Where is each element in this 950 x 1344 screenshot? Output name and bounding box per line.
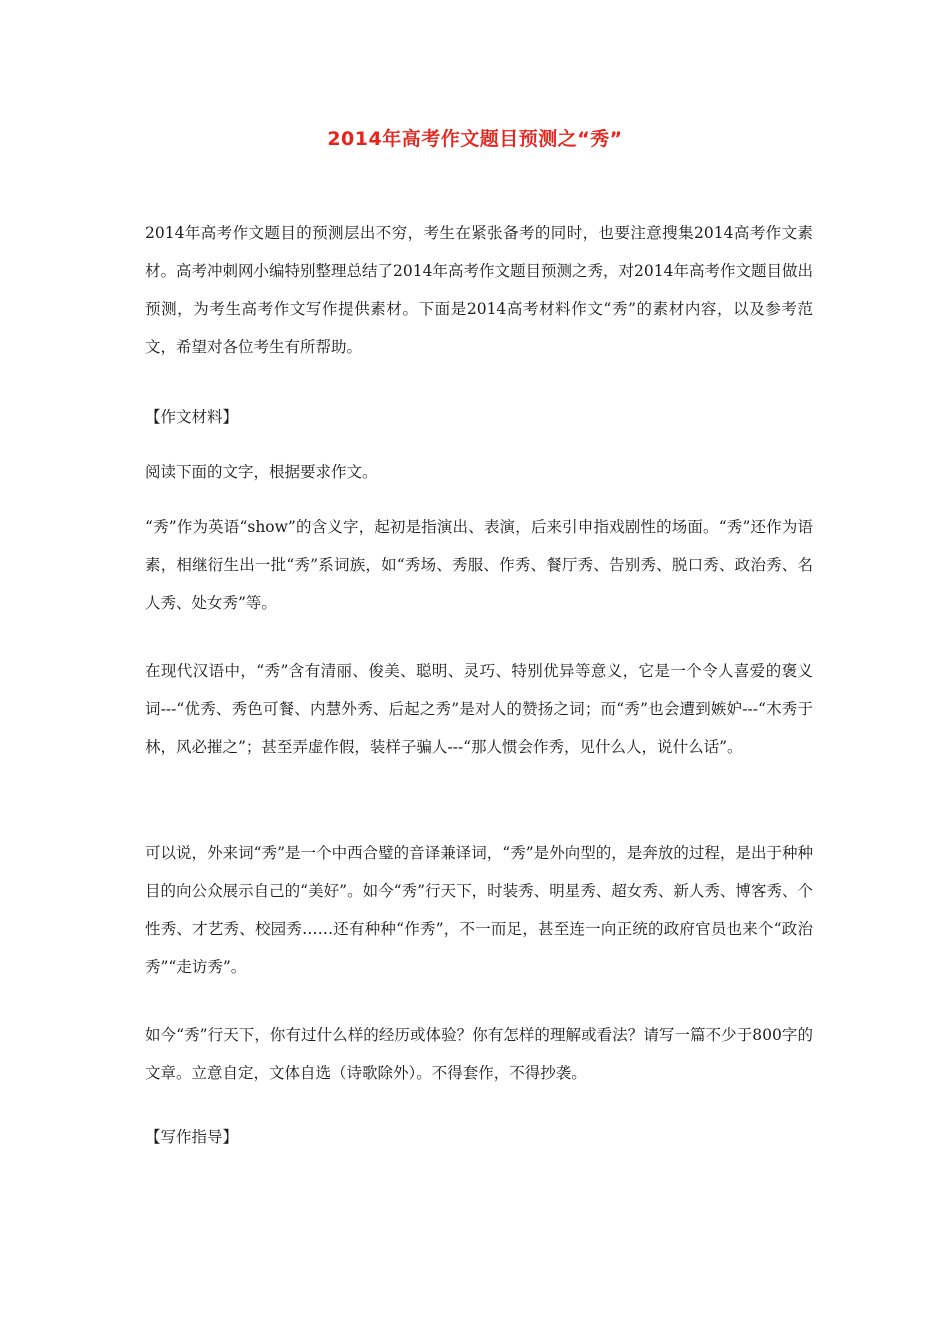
- instruction-paragraph: 阅读下面的文字，根据要求作文。: [145, 463, 378, 481]
- meaning-paragraph: 在现代汉语中，“秀”含有清丽、俊美、聪明、灵巧、特别优异等意义，它是一个令人喜爱的褒义词---“优秀、秀色可餐、内慧外秀、后起之秀”是对人的赞扬之词；而“秀”也会遭到嫉妒---“木秀于林，风必摧之”；甚至弄虚作假，装样子骗人---“那人惯会作秀，见什么人，说什么话”。: [145, 662, 813, 756]
- analysis-paragraph: 可以说，外来词“秀”是一个中西合璧的音译兼译词，“秀”是外向型的，是奔放的过程，是出于种种目的向公众展示自己的“美好”。如今“秀”行天下，时装秀、明星秀、超女秀、新人秀、博客秀、个性秀、才艺秀、校园秀……还有种种“作秀”，不一而足，甚至连一向正统的政府官员也来个“政治秀”“走访秀”。: [145, 844, 813, 976]
- section-heading-material: 【作文材料】: [145, 408, 239, 426]
- section-heading-guidance: 【写作指导】: [145, 1128, 239, 1146]
- prompt-paragraph: 如今“秀”行天下，你有过什么样的经历或体验？你有怎样的理解或看法？请写一篇不少于800字的文章。立意自定，文体自选（诗歌除外）。不得套作，不得抄袭。: [145, 1026, 813, 1082]
- document-title: 2014年高考作文题目预测之“秀”: [327, 128, 623, 150]
- intro-paragraph: 2014年高考作文题目的预测层出不穷，考生在紧张备考的同时，也要注意搜集2014高考作文素材。高考冲刺网小编特别整理总结了2014年高考作文题目预测之秀，对2014年高考作文题目做出预测，为考生高考作文写作提供素材。下面是2014高考材料作文“秀”的素材内容，以及参考范文，希望对各位考生有所帮助。: [145, 224, 813, 356]
- definition-paragraph: “秀”作为英语“show”的含义字，起初是指演出、表演，后来引申指戏剧性的场面。“秀”还作为语素，相继衍生出一批“秀”系词族，如“秀场、秀服、作秀、餐厅秀、告别秀、脱口秀、政治秀、名人秀、处女秀”等。: [145, 518, 813, 612]
